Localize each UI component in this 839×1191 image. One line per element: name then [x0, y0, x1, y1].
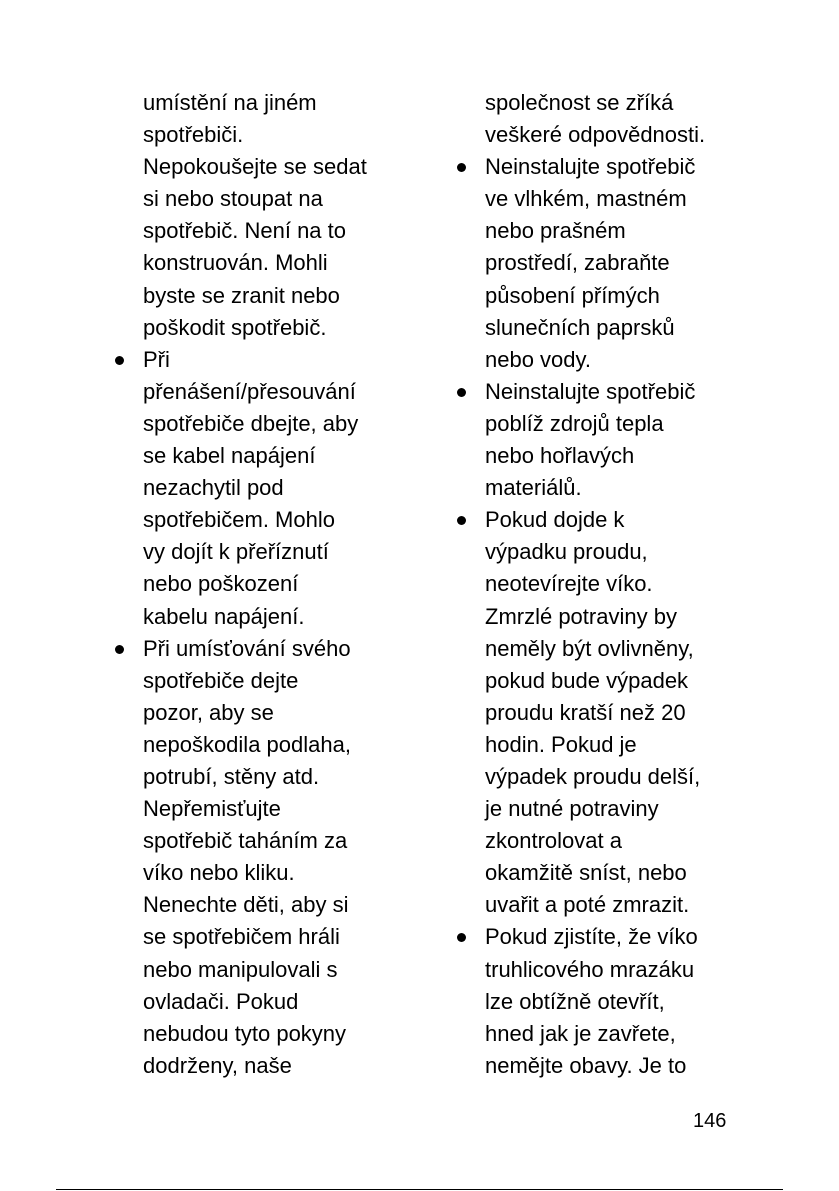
- line-text: hodin. Pokud je: [485, 731, 637, 757]
- line-text: potrubí, stěny atd.: [143, 763, 320, 789]
- text-line: [485, 472, 735, 504]
- bullet-line: [485, 504, 735, 536]
- bullet-icon: [115, 645, 124, 654]
- line-text: konstruován. Mohli: [143, 250, 328, 276]
- text-line: [485, 568, 735, 600]
- text-line: [485, 793, 735, 825]
- bullet-line: [143, 633, 393, 665]
- text-line: [485, 183, 735, 215]
- text-line: [485, 857, 735, 889]
- text-line: [485, 536, 735, 568]
- text-line: [485, 440, 735, 472]
- line-text: neotevírejte víko.: [485, 571, 653, 597]
- text-line: [485, 954, 735, 986]
- line-text: veškeré odpovědnosti.: [485, 122, 706, 148]
- line-text: hned jak je zavřete,: [485, 1020, 676, 1046]
- line-text: přenášení/přesouvání: [143, 378, 356, 404]
- line-text: Pokud zjistíte, že víko: [485, 924, 698, 950]
- right-column: [485, 87, 735, 1082]
- line-text: dodrženy, naše: [143, 1052, 292, 1078]
- text-line: [143, 986, 393, 1018]
- line-text: neměly být ovlivněny,: [485, 635, 694, 661]
- bullet-line: [485, 921, 735, 953]
- bullet-icon: [457, 933, 466, 942]
- text-line: [485, 665, 735, 697]
- line-text: Při: [143, 346, 170, 372]
- line-text: Nenechte děti, aby si: [143, 892, 349, 918]
- text-line: [143, 408, 393, 440]
- bullet-line: [485, 376, 735, 408]
- text-line: [485, 889, 735, 921]
- text-line: [143, 857, 393, 889]
- line-text: se kabel napájení: [143, 443, 316, 469]
- line-text: pokud bude výpadek: [485, 667, 689, 693]
- bullet-icon: [457, 163, 466, 172]
- text-line: [143, 151, 393, 183]
- text-line: [143, 536, 393, 568]
- text-line: [143, 601, 393, 633]
- text-line: [485, 1018, 735, 1050]
- text-line: [143, 1018, 393, 1050]
- line-text: nebo prašném: [485, 218, 626, 244]
- text-line: [485, 761, 735, 793]
- text-line: [485, 119, 735, 151]
- text-line: [143, 280, 393, 312]
- line-text: spotřebiče dbejte, aby: [143, 410, 359, 436]
- text-line: [143, 761, 393, 793]
- line-text: ovladači. Pokud: [143, 988, 299, 1014]
- text-line: [143, 825, 393, 857]
- line-text: ve vlhkém, mastném: [485, 186, 687, 212]
- line-text: Neinstalujte spotřebič: [485, 154, 696, 180]
- line-text: kabelu napájení.: [143, 603, 305, 629]
- line-text: Pokud dojde k: [485, 507, 625, 533]
- line-text: výpadku proudu,: [485, 539, 648, 565]
- text-line: [143, 921, 393, 953]
- line-text: poškodit spotřebič.: [143, 314, 327, 340]
- line-text: spotřebič. Není na to: [143, 218, 347, 244]
- line-text: lze obtížně otevřít,: [485, 988, 665, 1014]
- line-text: působení přímých: [485, 282, 660, 308]
- line-text: spotřebiči.: [143, 122, 244, 148]
- line-text: nebo poškození: [143, 571, 299, 597]
- text-line: [485, 215, 735, 247]
- line-text: nebo vody.: [485, 346, 592, 372]
- line-text: nemějte obavy. Je to: [485, 1052, 687, 1078]
- line-text: spotřebič taháním za: [143, 828, 348, 854]
- text-line: [143, 312, 393, 344]
- text-line: [143, 183, 393, 215]
- line-text: výpadek proudu delší,: [485, 763, 701, 789]
- text-line: [143, 697, 393, 729]
- line-text: se spotřebičem hráli: [143, 924, 340, 950]
- bullet-line: [143, 344, 393, 376]
- text-line: [143, 568, 393, 600]
- line-text: byste se zranit nebo: [143, 282, 340, 308]
- line-text: slunečních paprsků: [485, 314, 675, 340]
- text-line: [143, 1050, 393, 1082]
- line-text: truhlicového mrazáku: [485, 956, 695, 982]
- line-text: okamžitě sníst, nebo: [485, 860, 687, 886]
- text-line: [143, 729, 393, 761]
- text-line: [143, 954, 393, 986]
- line-text: umístění na jiném: [143, 90, 317, 115]
- line-text: nebo hořlavých: [485, 443, 635, 469]
- line-text: pozor, aby se: [143, 699, 274, 725]
- left-column: [143, 87, 393, 1082]
- text-line: [143, 247, 393, 279]
- bullet-line: [485, 151, 735, 183]
- text-line: [143, 472, 393, 504]
- line-text: je nutné potraviny: [485, 796, 659, 822]
- line-text: spotřebiče dejte: [143, 667, 299, 693]
- text-line: [485, 825, 735, 857]
- line-text: nezachytil pod: [143, 475, 284, 501]
- line-text: společnost se zříká: [485, 90, 674, 115]
- line-text: si nebo stoupat na: [143, 186, 323, 212]
- line-text: Nepokoušejte se sedat: [143, 154, 367, 180]
- text-line: [485, 87, 735, 119]
- text-line: [143, 119, 393, 151]
- footer-divider: [56, 1189, 783, 1190]
- line-text: nepoškodila podlaha,: [143, 731, 351, 757]
- text-line: [143, 504, 393, 536]
- text-line: [143, 889, 393, 921]
- text-line: [143, 793, 393, 825]
- line-text: nebudou tyto pokyny: [143, 1020, 347, 1046]
- text-line: [143, 87, 393, 119]
- text-line: [485, 312, 735, 344]
- text-line: [485, 280, 735, 312]
- line-text: proudu kratší než 20: [485, 699, 686, 725]
- bullet-icon: [457, 516, 466, 525]
- text-line: [485, 408, 735, 440]
- line-text: Neinstalujte spotřebič: [485, 378, 696, 404]
- bullet-icon: [457, 388, 466, 397]
- page-number: 146: [693, 1110, 727, 1132]
- text-line: [143, 215, 393, 247]
- text-line: [143, 440, 393, 472]
- text-line: [485, 633, 735, 665]
- text-line: [485, 697, 735, 729]
- line-text: nebo manipulovali s: [143, 956, 338, 982]
- line-text: materiálů.: [485, 475, 582, 501]
- text-line: [485, 986, 735, 1018]
- line-text: víko nebo kliku.: [143, 860, 295, 886]
- text-line: [143, 665, 393, 697]
- text-line: [485, 344, 735, 376]
- text-line: [485, 247, 735, 279]
- line-text: spotřebičem. Mohlo: [143, 507, 335, 533]
- line-text: Zmrzlé potraviny by: [485, 603, 677, 629]
- text-line: [485, 729, 735, 761]
- line-text: Nepřemisťujte: [143, 796, 281, 822]
- line-text: Při umísťování svého: [143, 635, 351, 661]
- line-text: prostředí, zabraňte: [485, 250, 670, 276]
- line-text: poblíž zdrojů tepla: [485, 410, 664, 436]
- text-line: [485, 601, 735, 633]
- bullet-icon: [115, 356, 124, 365]
- text-line: [485, 1050, 735, 1082]
- line-text: vy dojít k přeříznutí: [143, 539, 329, 565]
- text-line: [143, 376, 393, 408]
- line-text: zkontrolovat a: [485, 828, 622, 854]
- line-text: uvařit a poté zmrazit.: [485, 892, 690, 918]
